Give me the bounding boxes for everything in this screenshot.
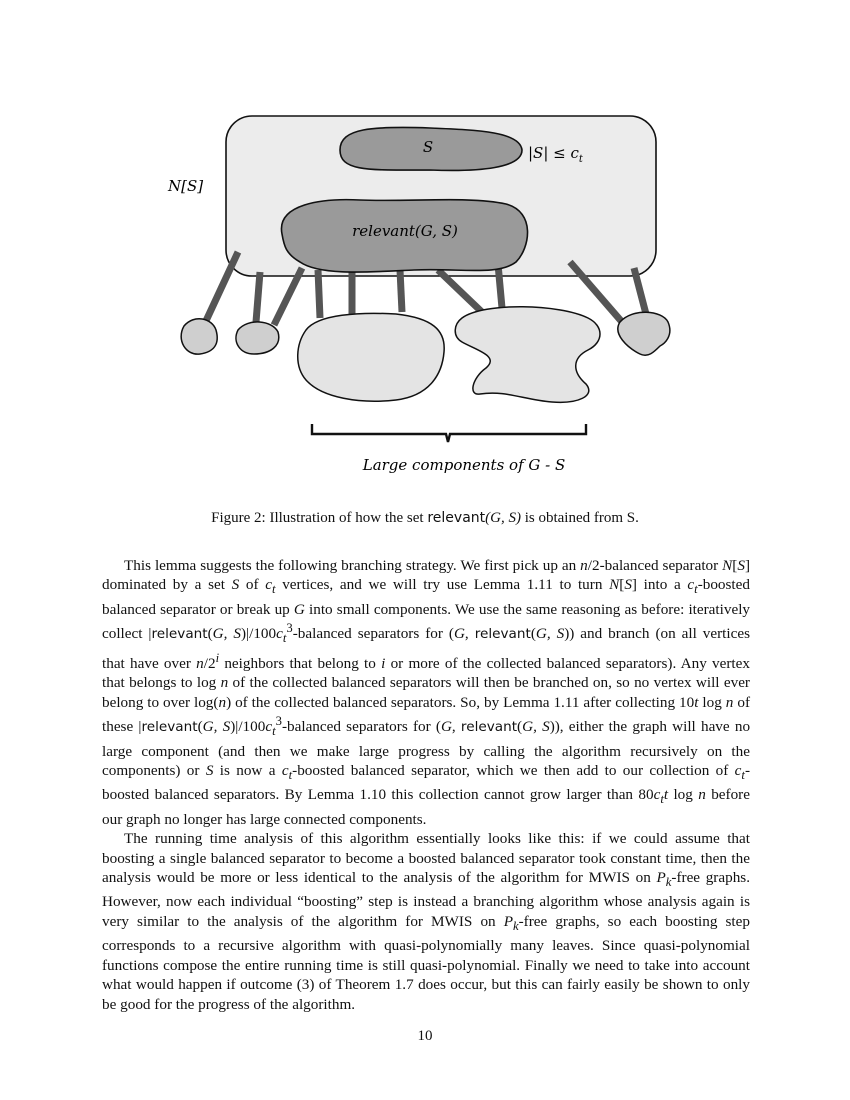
small-component xyxy=(236,322,279,354)
body-text xyxy=(102,556,750,1014)
large-component xyxy=(455,307,600,403)
relevant-label: relevant(G, S) xyxy=(352,222,458,240)
edge xyxy=(498,264,502,308)
page-number: 10 xyxy=(417,1028,433,1044)
large-components-brace xyxy=(312,424,586,442)
s-size-label: $|S| \le c_t$ xyxy=(528,144,583,165)
ns-label: N[S] xyxy=(168,177,204,195)
figure-caption: Figure 2: Illustration of how the set relevant(G, S) is obtained from S. xyxy=(211,510,639,526)
large-components-label: Large components of G - S xyxy=(362,456,566,474)
edge xyxy=(205,252,238,323)
small-component xyxy=(181,319,217,354)
figure-2-illustration xyxy=(0,0,850,540)
edge xyxy=(318,270,320,318)
paragraph-2: The running time analysis of this algorithm essentially looks like this: if we could assume that boosting a single balanced separator to become a boosted balanced separator took constant time, then the analysis would be more or less identical to the analysis of the algorithm for MWIS on $P_k$-free graphs. However, now each individual “boosting” step is instead a branching algorithm whose analysis again is very similar to the analysis of the algorithm for MWIS on $P_k$-free graphs, so each boosting step corresponds to a recursive algorithm with quasi-polynomially many leaves. Since quasi-polynomial functions compose the entire running time is still quasi-polynomial. Finally we need to take into account what would happen if outcome (3) of Theorem 1.7 does occur, but this can fairly easily be shown to only be good for the progress of the algorithm. xyxy=(102,830,750,1013)
small-component xyxy=(618,312,670,355)
edge xyxy=(256,272,260,322)
large-component xyxy=(298,313,444,401)
s-label: S xyxy=(422,138,434,156)
paragraph-1: This lemma suggests the following branching strategy. We first pick up an n/2-balanced separator N[S] dominated by a set S of $c_t$ vertices, and we will try use Lemma 1.11 to turn N[S] into a $c_t$-boosted balanced separator or break up G into small components. We use the same reasoning as before: iteratively collect |relevant(G, $S)|/100c_t^3$-balanced separators for (G, relevant(G, S)) and branch (on all vertices that have over n/2$^i$ neighbors that belong to i or more of the collected balanced separators). Any vertex that belongs to log n of the collected balanced separators will then be branched on, so no vertex will ever belong to over log(n) of the collected balanced separators. So, by Lemma 1.11 after collecting 10t log n of these |relevant(G, $S)|/100c_t^3$-balanced separators for (G, relevant(G, S)), either the graph will have no large component (and then we make large progress by calling the algorithm recursively on the components) or S is now a $c_t$-boosted balanced separator, which we then add to our collection of $c_t$-boosted balanced separators. By Lemma 1.10 this collection cannot grow larger than $80c_tt$ log n before our graph no longer has large connected components. xyxy=(102,557,751,828)
edge xyxy=(400,270,402,312)
